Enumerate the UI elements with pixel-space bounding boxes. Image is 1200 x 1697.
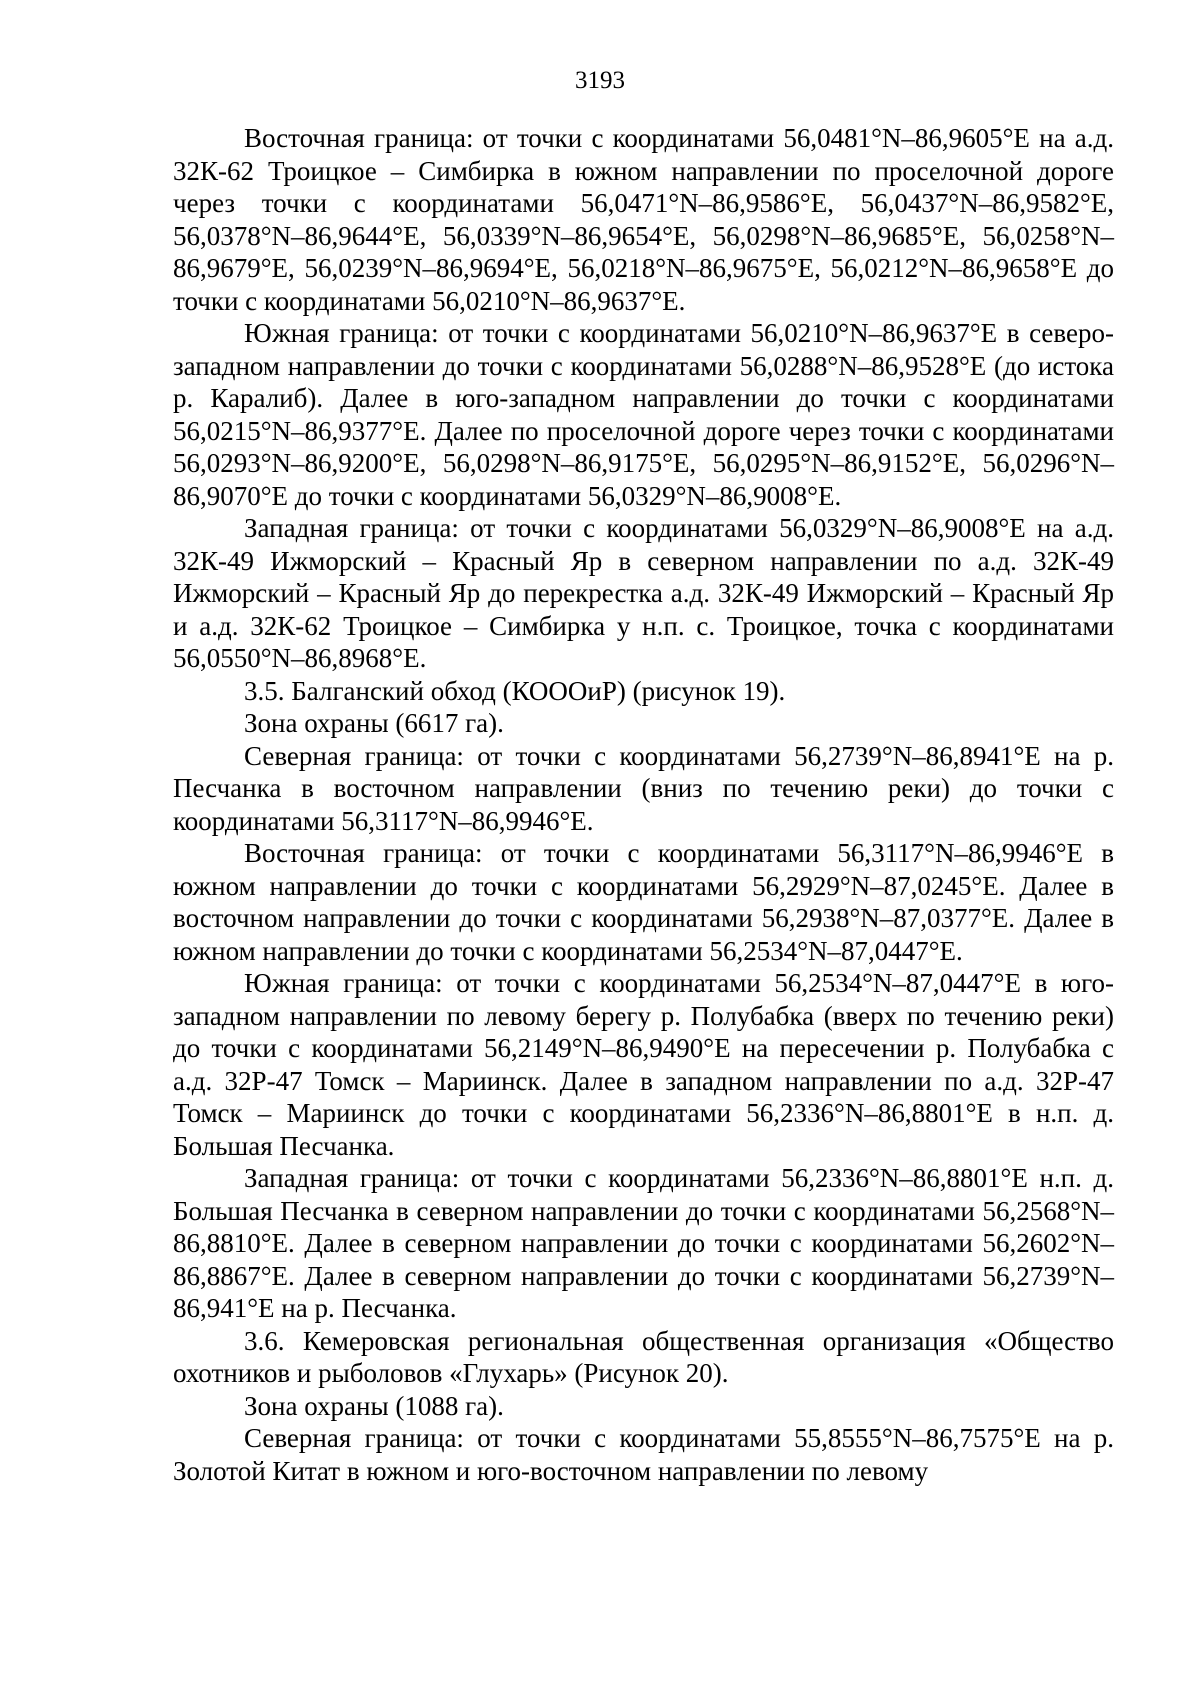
paragraph-north-boundary-glukhar: Северная граница: от точки с координатами 55,8555°N–86,7575°E на р. Золотой Китат в южном и юго-восточном направлении по левому — [173, 1423, 1114, 1486]
protection-zone-3-5: Зона охраны (6617 га). — [244, 708, 504, 738]
protection-zone-3-6: Зона охраны (1088 га). — [244, 1390, 504, 1421]
section-heading-3-5: 3.5. Балганский обход (КОООиР) (рисунок 19). — [244, 675, 786, 706]
paragraph-west-boundary-troitskoe: Западная граница: от точки с координатами 56,0329°N–86,9008°E на а.д. 32К-49 Ижморский – Красный Яр в северном направлении по а.д. 32К-49 Ижморский – Красный Яр до перекрестка а.д. 32К-49 Ижморский – Красный Яр и а.д. 32К-62 Троицкое – Симбирка у н.п. с. Троицкое, точка с координатами 56,0550°N–86,8968°E. — [173, 513, 1114, 673]
section-heading-3-6: 3.6. Кемеровская региональная общественная организация «Общество охотников и рыболовов «Глухарь» (Рисунок 20). — [173, 1325, 1114, 1388]
paragraph-west-boundary-balgansky: Западная граница: от точки с координатами 56,2336°N–86,8801°E н.п. д. Большая Песчанка в северном направлении до точки с координатами 56,2568°N–86,8810°E. Далее в северном направлении до точки с координатами 56,2602°N–86,8867°E. Далее в северном направлении до точки с координатами 56,2739°N–86,941°E на р. Песчанка. — [173, 1163, 1114, 1323]
paragraph-south-boundary-balgansky: Южная граница: от точки с координатами 56,2534°N–87,0447°E в юго-западном направлении по левому берегу р. Полубабка (вверх по течению реки) до точки с координатами 56,2149°N–86,9490°E на пересечении р. Полубабка с а.д. 32Р-47 Томск – Мариинск. Далее в западном направлении по а.д. 32Р-47 Томск – Мариинск до точки с координатами 56,2336°N–86,8801°E в н.п. д. Большая Песчанка. — [173, 968, 1114, 1161]
paragraph-east-boundary-troitskoe: Восточная граница: от точки с координатами 56,0481°N–86,9605°E на а.д. 32К-62 Троицкое – Симбирка в южном направлении по проселочной дороге через точки с координатами 56,0471°N–86,9586°E, 56,0437°N–86,9582°E, 56,0378°N–86,9644°E, 56,0339°N–86,9654°E, 56,0298°N–86,9685°E, 56,0258°N–86,9679°E, 56,0239°N–86,9694°E, 56,0218°N–86,9675°E, 56,0212°N–86,9658°E до точки с координатами 56,0210°N–86,9637°E. — [173, 123, 1114, 316]
document-body — [173, 122, 1114, 1487]
page-number: 3193 — [575, 67, 625, 94]
paragraph-north-boundary-balgansky: Северная граница: от точки с координатами 56,2739°N–86,8941°E на р. Песчанка в восточном направлении (вниз по течению реки) до точки с координатами 56,3117°N–86,9946°E. — [173, 740, 1114, 836]
paragraph-east-boundary-balgansky: Восточная граница: от точки с координатами 56,3117°N–86,9946°E в южном направлении до точки с координатами 56,2929°N–87,0245°E. Далее в восточном направлении до точки с координатами 56,2938°N–87,0377°E. Далее в южном направлении до точки с координатами 56,2534°N–87,0447°E. — [173, 838, 1114, 966]
paragraph-south-boundary-troitskoe: Южная граница: от точки с координатами 56,0210°N–86,9637°E в северо-западном направлении до точки с координатами 56,0288°N–86,9528°E (до истока р. Каралиб). Далее в юго-западном направлении до точки с координатами 56,0215°N–86,9377°E. Далее по проселочной дороге через точки с координатами 56,0293°N–86,9200°E, 56,0298°N–86,9175°E, 56,0295°N–86,9152°E, 56,0296°N–86,9070°E до точки с координатами 56,0329°N–86,9008°E. — [173, 318, 1114, 511]
